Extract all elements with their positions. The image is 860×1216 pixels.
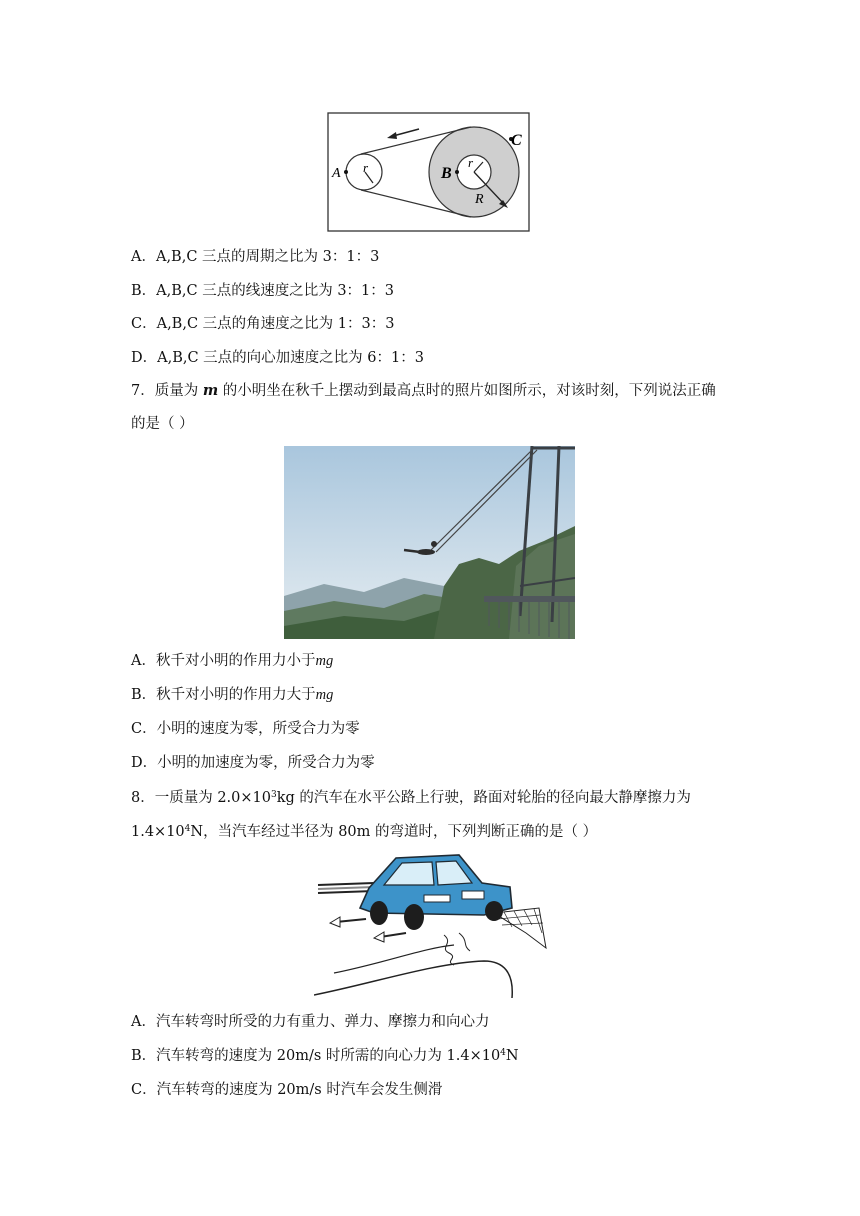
q7-stem-line2: 的是（ ） (131, 416, 194, 432)
q8-stem-line1: 8．一质量为 $2.0\times 10^3kg$ 的汽车在水平公路上行驶，路面对轮胎的径向最大静摩擦力为 (131, 790, 691, 806)
q7-option-b: B．秋千对小明的作用力大于mg (131, 687, 334, 703)
q8-option-b: B．汽车转弯的速度为 20m/s 时所需的向心力为 $1.4\times 10^4N$ (131, 1048, 519, 1064)
swing-photo (284, 446, 575, 639)
label-B: B (441, 165, 452, 182)
q6-option-b: B．A,B,C 三点的线速度之比为 3：1：3 (131, 283, 394, 299)
q6-option-a: A．A,B,C 三点的周期之比为 3：1：3 (131, 249, 380, 265)
label-A: A (332, 166, 341, 181)
car-illustration (314, 853, 548, 998)
q7-option-a: A．秋千对小明的作用力小于mg (131, 653, 334, 669)
q7-option-d: D．小明的加速度为零，所受合力为零 (131, 755, 375, 771)
q8-option-a: A．汽车转弯时所受的力有重力、弹力、摩擦力和向心力 (131, 1014, 490, 1030)
q7-stem: 7．质量为 m 的小明坐在秋千上摆动到最高点时的照片如图所示，对该时刻，下列说法正确 (131, 382, 716, 399)
q6-option-d: D．A,B,C 三点的向心加速度之比为 6：1：3 (131, 350, 424, 366)
q6-option-c: C．A,B,C 三点的角速度之比为 1：3：3 (131, 316, 395, 332)
label-C: C (511, 132, 522, 149)
q8-option-c: C．汽车转弯的速度为 20m/s 时汽车会发生侧滑 (131, 1082, 443, 1098)
pulley-diagram (327, 112, 530, 232)
label-R: R (475, 192, 484, 207)
q8-stem-line2: $1.4\times 10^4N$，当汽车经过半径为 80m 的弯道时，下列判断正确的是（ ） (131, 824, 598, 840)
label-r-small: r (363, 160, 369, 175)
q7-option-c: C．小明的速度为零，所受合力为零 (131, 721, 360, 737)
label-r-big: r (468, 155, 474, 170)
